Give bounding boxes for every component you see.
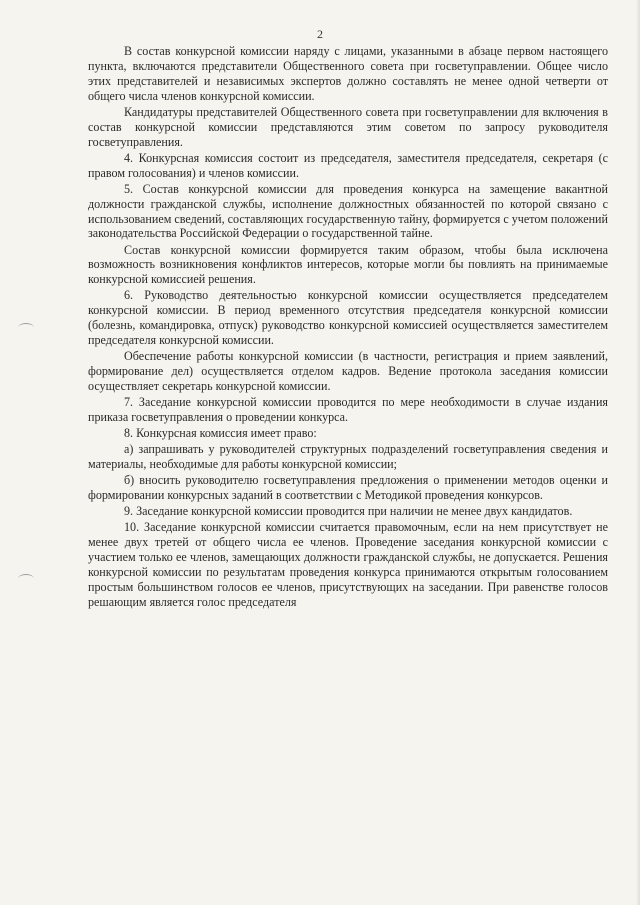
page-number: 2 <box>317 27 323 41</box>
paragraph: 10. Заседание конкурсной комиссии считается правомочным, если на нем присутствует не менее двух третей от общего числа ее членов. Проведение заседания конкурсной комиссии с участием только ее членов, замещающих должности гражданской службы, не допускается. Решения конкурсной комиссии по результатам проведения конкурса принимаются открытым голосованием простым большинством голосов ее членов, присутствующих на заседании. При равенстве голосов решающим является голос председателя <box>88 520 608 609</box>
paragraph: 8. Конкурсная комиссия имеет право: <box>124 426 317 441</box>
paragraph: 9. Заседание конкурсной комиссии проводится при наличии не менее двух кандидатов. <box>124 504 573 519</box>
punch-hole-mark <box>18 574 34 583</box>
paragraph: а) запрашивать у руководителей структурных подразделений госветуправления сведения и материалы, необходимые для работы конкурсной комиссии; <box>88 442 608 472</box>
document-body <box>88 44 608 611</box>
punch-hole-mark <box>18 323 34 332</box>
paragraph: 7. Заседание конкурсной комиссии проводится по мере необходимости в случае издания приказа госветуправления о проведении конкурса. <box>88 395 608 425</box>
page-edge-shadow <box>636 0 640 905</box>
paragraph: 5. Состав конкурсной комиссии для проведения конкурса на замещение вакантной должности гражданской службы, исполнение должностных обязанностей по которой связано с использованием сведений, составляющих государственную тайну, формируется с учетом положений законодательства Российской Федерации о государственной тайне. <box>88 181 608 241</box>
paragraph: Состав конкурсной комиссии формируется таким образом, чтобы была исключена возможность возникновения конфликтов интересов, которые могли бы повлиять на принимаемые конкурсной комиссией решения. <box>88 242 608 287</box>
paragraph: Кандидатуры представителей Общественного совета при госветуправлении для включения в состав конкурсной комиссии представляются этим советом по запросу руководителя госветуправления. <box>88 104 608 149</box>
paragraph: 6. Руководство деятельностью конкурсной комиссии осуществляется председателем конкурсной комиссии. В период временного отсутствия председателя конкурсной комиссии (болезнь, командировка, отпуск) руководство конкурсной комиссией осуществляется заместителем председателя конкурсной комиссии. <box>88 288 608 348</box>
paragraph: В состав конкурсной комиссии наряду с лицами, указанными в абзаце первом настоящего пункта, включаются представители Общественного совета при госветуправлении. Общее число этих представителей и независимых экспертов должно составлять не менее одной четверти от общего числа членов конкурсной комиссии. <box>88 44 608 103</box>
paragraph: б) вносить руководителю госветуправления предложения о применении методов оценки и формировании конкурсных заданий в соответствии с Методикой проведения конкурсов. <box>88 473 608 503</box>
paragraph: 4. Конкурсная комиссия состоит из председателя, заместителя председателя, секретаря (с правом голосования) и членов комиссии. <box>88 150 608 180</box>
paragraph: Обеспечение работы конкурсной комиссии (в частности, регистрация и прием заявлений, формирование дел) осуществляется отделом кадров. Ведение протокола заседания комиссии осуществляет секретарь конкурсной комиссии. <box>88 349 608 394</box>
